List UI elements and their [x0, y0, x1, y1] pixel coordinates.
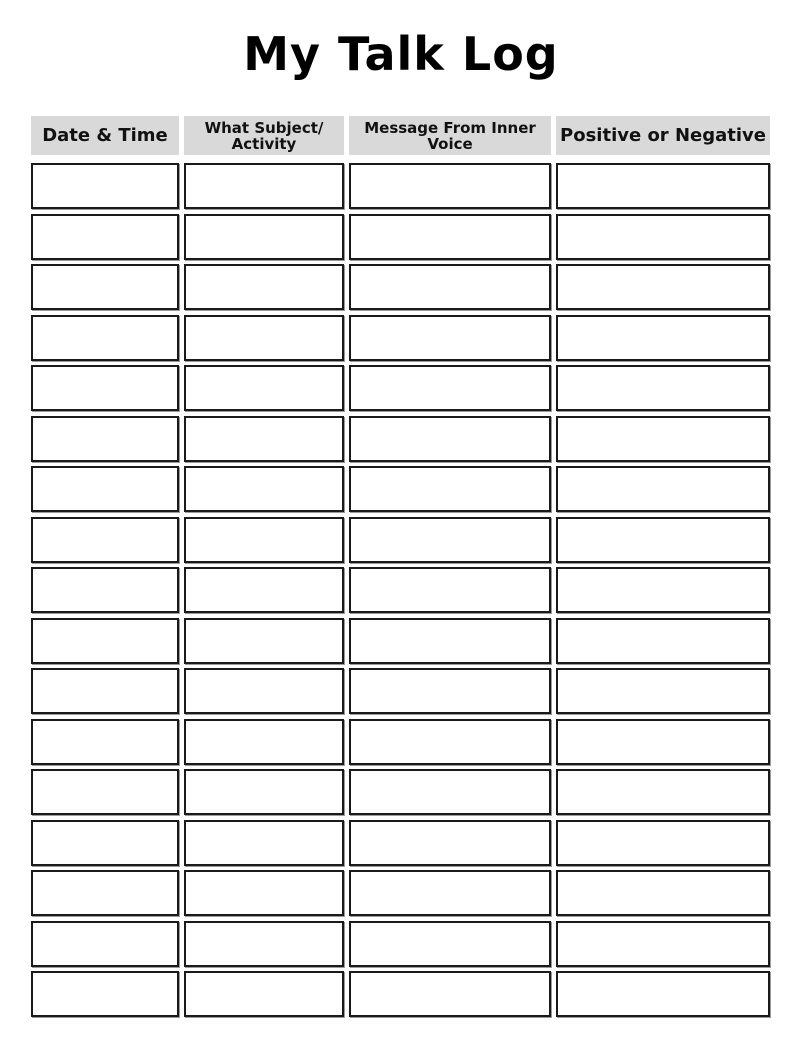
table-row [0, 820, 802, 866]
table-row [0, 214, 802, 260]
cell-inner-voice-message[interactable] [349, 668, 551, 714]
cell-date-time[interactable] [31, 163, 179, 209]
cell-subject-activity[interactable] [184, 315, 344, 361]
cell-inner-voice-message[interactable] [349, 769, 551, 815]
table-row [0, 971, 802, 1017]
cell-subject-activity[interactable] [184, 668, 344, 714]
cell-date-time[interactable] [31, 567, 179, 613]
cell-positive-negative[interactable] [556, 466, 770, 512]
cell-subject-activity[interactable] [184, 769, 344, 815]
table-row [0, 567, 802, 613]
column-header-inner-voice-message: Message From Inner Voice [349, 116, 551, 155]
cell-date-time[interactable] [31, 365, 179, 411]
column-header-subject-activity: What Subject/ Activity [184, 116, 344, 155]
cell-positive-negative[interactable] [556, 567, 770, 613]
cell-subject-activity[interactable] [184, 870, 344, 916]
table-row [0, 264, 802, 310]
cell-positive-negative[interactable] [556, 719, 770, 765]
cell-inner-voice-message[interactable] [349, 517, 551, 563]
cell-subject-activity[interactable] [184, 264, 344, 310]
cell-subject-activity[interactable] [184, 517, 344, 563]
cell-inner-voice-message[interactable] [349, 214, 551, 260]
cell-date-time[interactable] [31, 618, 179, 664]
cell-positive-negative[interactable] [556, 618, 770, 664]
cell-subject-activity[interactable] [184, 921, 344, 967]
cell-positive-negative[interactable] [556, 163, 770, 209]
cell-date-time[interactable] [31, 668, 179, 714]
cell-subject-activity[interactable] [184, 163, 344, 209]
cell-inner-voice-message[interactable] [349, 971, 551, 1017]
table-row [0, 163, 802, 209]
cell-date-time[interactable] [31, 769, 179, 815]
table-row [0, 668, 802, 714]
cell-inner-voice-message[interactable] [349, 315, 551, 361]
cell-subject-activity[interactable] [184, 567, 344, 613]
cell-date-time[interactable] [31, 870, 179, 916]
cell-inner-voice-message[interactable] [349, 567, 551, 613]
cell-date-time[interactable] [31, 517, 179, 563]
cell-subject-activity[interactable] [184, 820, 344, 866]
cell-date-time[interactable] [31, 971, 179, 1017]
cell-positive-negative[interactable] [556, 921, 770, 967]
table-row [0, 315, 802, 361]
cell-inner-voice-message[interactable] [349, 264, 551, 310]
table-row [0, 517, 802, 563]
cell-date-time[interactable] [31, 466, 179, 512]
column-header-positive-negative: Positive or Negative [556, 116, 770, 155]
cell-positive-negative[interactable] [556, 668, 770, 714]
cell-subject-activity[interactable] [184, 618, 344, 664]
table-row [0, 870, 802, 916]
cell-date-time[interactable] [31, 315, 179, 361]
table-row [0, 365, 802, 411]
cell-inner-voice-message[interactable] [349, 820, 551, 866]
cell-date-time[interactable] [31, 921, 179, 967]
cell-inner-voice-message[interactable] [349, 618, 551, 664]
page-title: My Talk Log [243, 27, 559, 81]
cell-date-time[interactable] [31, 214, 179, 260]
cell-date-time[interactable] [31, 719, 179, 765]
cell-positive-negative[interactable] [556, 517, 770, 563]
cell-inner-voice-message[interactable] [349, 870, 551, 916]
cell-positive-negative[interactable] [556, 315, 770, 361]
cell-positive-negative[interactable] [556, 769, 770, 815]
cell-date-time[interactable] [31, 820, 179, 866]
cell-positive-negative[interactable] [556, 870, 770, 916]
table-row [0, 719, 802, 765]
table-row [0, 618, 802, 664]
cell-positive-negative[interactable] [556, 214, 770, 260]
cell-subject-activity[interactable] [184, 416, 344, 462]
table-row [0, 416, 802, 462]
column-header-date-time: Date & Time [31, 116, 179, 155]
cell-positive-negative[interactable] [556, 820, 770, 866]
cell-positive-negative[interactable] [556, 971, 770, 1017]
cell-inner-voice-message[interactable] [349, 163, 551, 209]
cell-positive-negative[interactable] [556, 264, 770, 310]
table-row [0, 466, 802, 512]
cell-subject-activity[interactable] [184, 365, 344, 411]
table-row [0, 921, 802, 967]
cell-positive-negative[interactable] [556, 365, 770, 411]
cell-inner-voice-message[interactable] [349, 466, 551, 512]
cell-subject-activity[interactable] [184, 466, 344, 512]
cell-positive-negative[interactable] [556, 416, 770, 462]
cell-inner-voice-message[interactable] [349, 416, 551, 462]
cell-inner-voice-message[interactable] [349, 365, 551, 411]
table-row [0, 769, 802, 815]
cell-subject-activity[interactable] [184, 214, 344, 260]
cell-date-time[interactable] [31, 416, 179, 462]
cell-subject-activity[interactable] [184, 719, 344, 765]
cell-subject-activity[interactable] [184, 971, 344, 1017]
cell-date-time[interactable] [31, 264, 179, 310]
cell-inner-voice-message[interactable] [349, 719, 551, 765]
cell-inner-voice-message[interactable] [349, 921, 551, 967]
